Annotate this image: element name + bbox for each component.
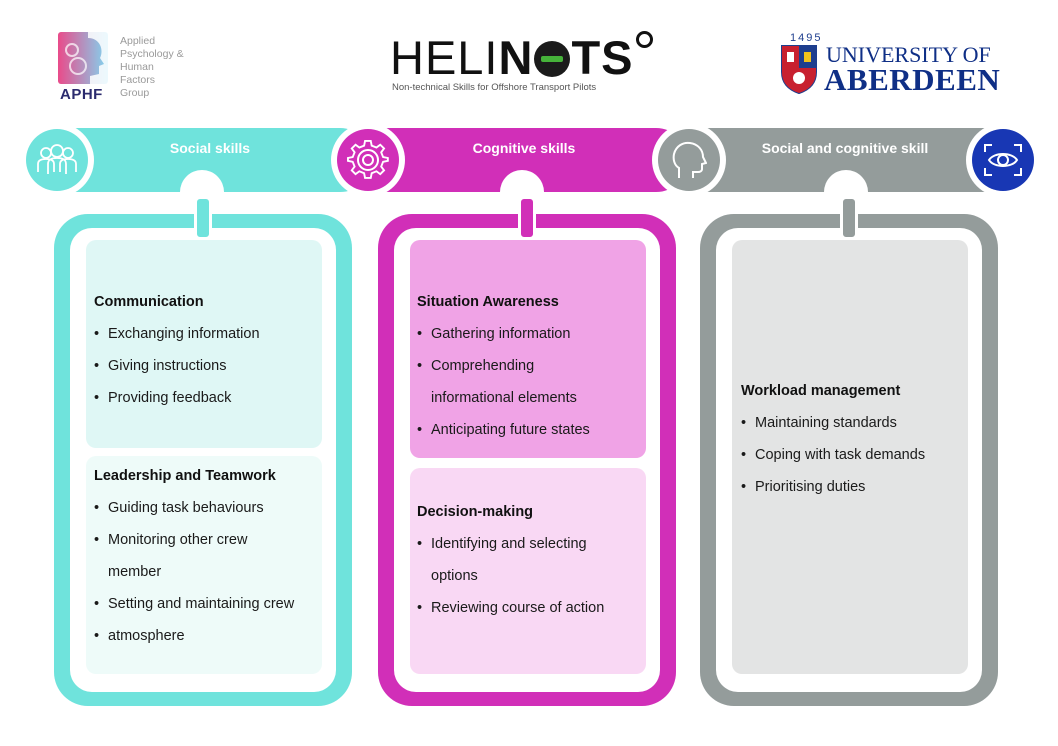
list-item: • Guiding task behaviours [94, 492, 294, 524]
list-item: • Identifying and selecting [417, 528, 604, 560]
gear-icon-disc [331, 123, 405, 197]
aphf-line: Human [120, 61, 154, 73]
helinots-logo [390, 31, 653, 84]
column-title: Social skills [169, 140, 251, 156]
card-inner [70, 228, 336, 692]
helicopter-deck-icon [534, 41, 570, 77]
aberdeen-year: 1495 [790, 32, 823, 44]
workload-management-panel [732, 240, 968, 674]
list-item: • Giving instructions [94, 350, 260, 382]
list-item: • Monitoring other crew [94, 524, 294, 556]
list-item: • Exchanging information [94, 318, 260, 350]
connector-slot [840, 196, 858, 240]
helinots-tagline: Non-technical Skills for Offshore Transport Pilots [392, 82, 597, 93]
head-icon-disc [652, 123, 726, 197]
aphf-full-name [120, 35, 184, 100]
list-item: • Comprehending [417, 350, 590, 382]
section-heading: Decision-making [417, 504, 534, 520]
aberdeen-line1: UNIVERSITY OF [826, 42, 991, 67]
list-item-continuation: informational elements [431, 390, 577, 406]
eye-icon [972, 129, 1034, 191]
section-heading: Leadership and Teamwork [94, 468, 276, 484]
social-skills-card [54, 214, 352, 706]
section-heading: Workload management [741, 383, 901, 399]
people-icon-disc [20, 123, 94, 197]
helinots-suffix: TS [571, 31, 634, 84]
list-item-continuation: member [108, 564, 162, 580]
card-inner [716, 228, 982, 692]
decision-making-panel [410, 468, 646, 674]
cognitive-skills-card [378, 214, 676, 706]
list-item: • Gathering information [417, 318, 590, 350]
helinots-prefix: HELI [390, 31, 499, 84]
list-item: • Anticipating future states [417, 414, 590, 446]
eye-icon-disc [966, 123, 1040, 197]
list-item: • Setting and maintaining crew [94, 588, 294, 620]
connector-slot [194, 196, 212, 240]
head-icon [658, 129, 720, 191]
column-title: Social and cognitive skill [761, 140, 929, 156]
aphf-logo-mark [58, 32, 108, 84]
list-item-continuation: options [431, 568, 478, 584]
aphf-line: Factors [120, 74, 156, 86]
leadership-panel [86, 456, 322, 674]
situation-awareness-panel [410, 240, 646, 458]
people-icon [26, 129, 88, 191]
helinots-n: N [498, 31, 534, 84]
card-inner [394, 228, 660, 692]
list-item: • atmosphere [94, 620, 294, 652]
aberdeen-line2: ABERDEEN [824, 62, 1001, 97]
list-item: • Prioritising duties [741, 471, 925, 503]
list-item: • Maintaining standards [741, 407, 925, 439]
communication-panel [86, 240, 322, 448]
section-heading: Communication [94, 294, 204, 310]
gear-icon [337, 129, 399, 191]
aphf-line: Group [120, 87, 150, 99]
list-item: • Providing feedback [94, 382, 260, 414]
aberdeen-crest-icon [780, 44, 818, 94]
aphf-abbreviation: APHF [60, 86, 103, 103]
connector-slot [518, 196, 536, 240]
list-item: • Coping with task demands [741, 439, 925, 471]
list-item: • Reviewing course of action [417, 592, 604, 624]
registered-circle-icon [636, 31, 653, 48]
social-cognitive-card [700, 214, 998, 706]
aphf-line: Psychology & [120, 48, 184, 60]
section-heading: Situation Awareness [417, 294, 559, 310]
column-title: Cognitive skills [472, 140, 576, 156]
aphf-line: Applied [120, 35, 156, 47]
